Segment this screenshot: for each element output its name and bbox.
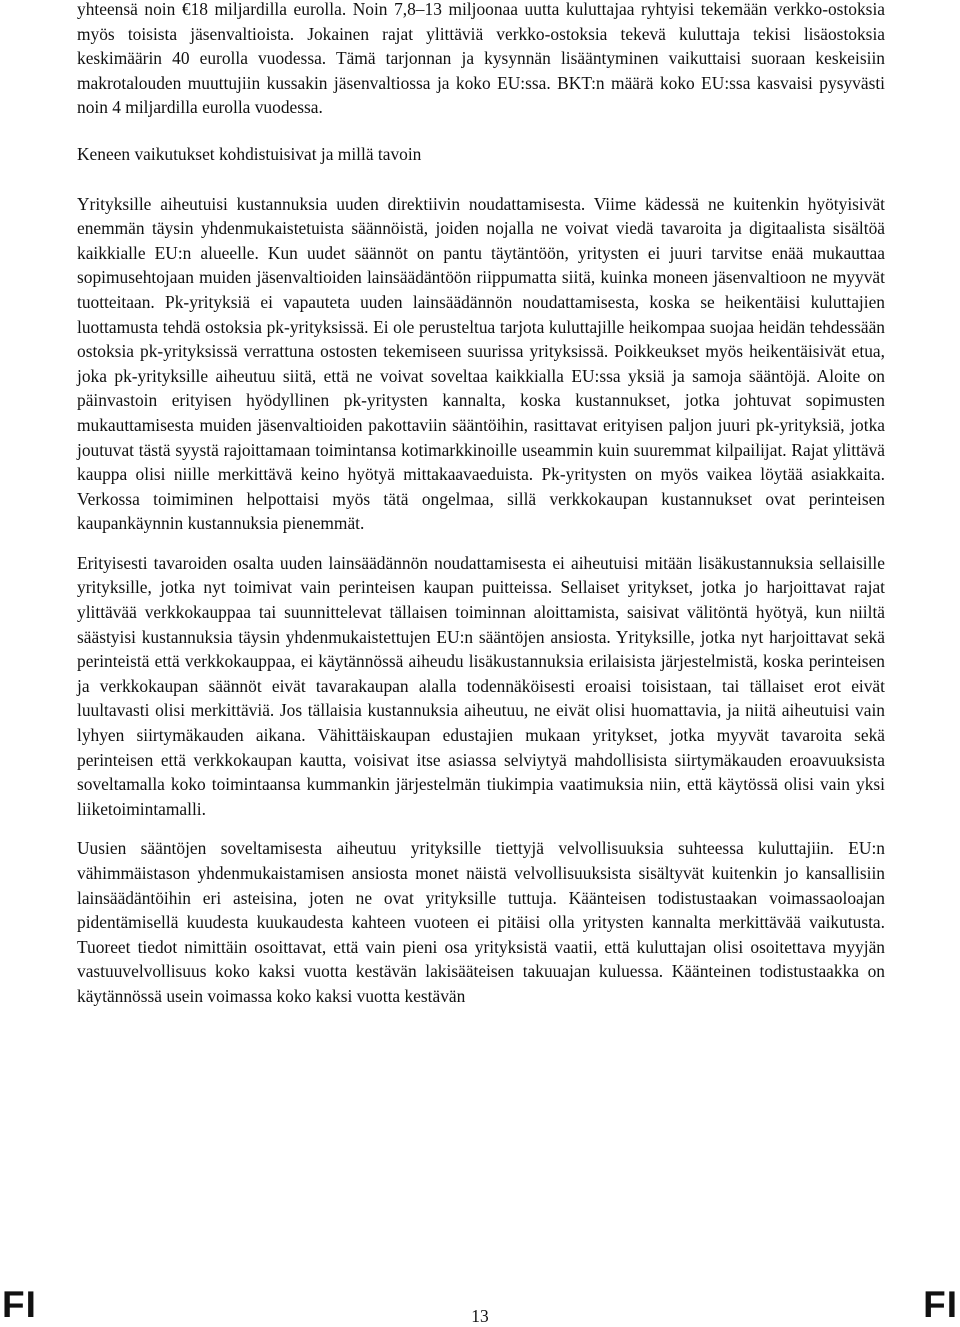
page-number: 13 (471, 1306, 489, 1326)
paragraph-business-costs: Yrityksille aiheutuisi kustannuksia uuden direktiivin noudattamisesta. Viime kädessä ne kuitenkin hyötyisivät enemmän täysin yhdenmukaistetuista säännöistä, joiden nojalla ne voivat viedä tavaroita ja digitaalista sisältöä kaikkialle EU:n alueelle. Kun uudet säännöt on pantu täytäntöön, yritysten ei juuri tarvitse enää mukauttaa sopimusehtojaan muiden jäsenvaltioiden lainsäädäntöön riippumatta siitä, kuinka moneen jäsenvaltioon ne myyvät tuotteitaan. Pk-yrityksiä ei vapauteta uuden lainsäädännön noudattamisesta, koska se heikentäisi kuluttajien luottamusta tehdä ostoksia pk-yrityksissä. Ei ole perusteltua tarjota kuluttajille heikompaa suojaa heidän tehdessään ostoksia pk-yrityksissä verrattuna ostosten tekemiseen suurissa yrityksissä. Poikkeukset myös heikentäisivät etua, joka pk-yrityksille aiheutuu siitä, että ne voivat soveltaa kaikkialla EU:ssa yksiä ja samoja sääntöjä. Aloite on päinvastoin erityisen hyödyllinen pk-yritysten kannalta, koska kustannukset, jotka johtuvat sopimusten mukauttamisesta muiden jäsenvaltioiden pakottaviin sääntöihin, rasittavat erityisen paljon juuri pk-yrityksiä, jotka joutuvat tästä syystä rajoittamaan toimintansa kotimarkkinoille useammin kuin suuremmat kilpailijat. Rajat ylittävä kauppa olisi niille merkittävä keino hyötyä mittakaavaeduista. Pk-yritysten on myös vaikea löytää asiakkaita. Verkossa toimiminen helpottaisi myös tätä ongelmaa, sillä verkkokaupan kustannukset ovat perinteisen kaupankäynnin kustannuksia pienemmät. (77, 193, 885, 534)
section-heading: Keneen vaikutukset kohdistuisivat ja millä tavoin (77, 143, 422, 164)
paragraph-obligations: Uusien sääntöjen soveltamisesta aiheutuu yrityksille tiettyjä velvollisuuksia suhteessa kuluttajiin. EU:n vähimmäistason yhdenmukaistamisen ansiosta monet näistä velvollisuuksista sisältyvät kuitenkin jo kansallisiin lainsäädäntöihin eri asteisina, joten ne ovat yrityksille tuttuja. Käänteisen todistustaakan voimassaoloajan pidentämisellä kuudesta kuukaudesta kahteen vuoteen ei pitäisi olla yritysten kannalta merkittävää vaikutusta. Tuoreet tiedot nimittäin osoittavat, että vain pieni osa yrityksistä vaatii, että kuluttajan olisi osoitettava myyjän vastuuvelvollisuus koko kaksi vuotta kestävän lakisääteisen takuuajan kuluessa. Käänteinen todistustaakka on käytännössä usein voimassa koko kaksi vuotta kestävän (77, 838, 885, 1006)
paragraph-goods-costs: Erityisesti tavaroiden osalta uuden lainsäädännön noudattamisesta ei aiheutuisi mitään lisäkustannuksia sellaisille yrityksille, jotka nyt toimivat vain perinteisen kaupan puitteissa. Sellaiset yritykset, jotka jo harjoittavat rajat ylittävää verkkokauppaa tai suunnittelevat tällaisen toiminnan aloittamista, saisivat välitöntä hyötyä, kun niiltä säästyisi kustannuksia täysin yhdenmukaistettujen EU:n sääntöjen ansiosta. Yrityksille, jotka nyt harjoittavat sekä perinteistä että verkkokauppaa, ei käytännössä aiheudu lisäkustannuksia erilaisista järjestelmistä, koska perinteisen ja verkkokaupan säännöt eivät tavarakaupan alalla todennäköisesti eroaisi toisistaan, tai tällaiset erot eivät luultavasti olisi merkittäviä. Jos tällaisia kustannuksia aiheutuu, ne eivät olisi huomattavia, ja niitä aiheutuisi vain lyhyen siirtymäkauden aikana. Vähittäiskaupan edustajien mukaan yritykset, jotka myyvät tavaroita sekä perinteisen että verkkokaupan kautta, voisivat itse asiassa selviytyä mahdollisista siirtymäkauden eroavuuksista soveltamalla koko toimintaansa kummankin järjestelmän tiukimpia vaatimuksia niin, että käytössä olisi vain yksi liiketoimintamalli. (77, 552, 885, 819)
paragraph-economic-impact: yhteensä noin €18 miljardilla eurolla. Noin 7,8–13 miljoonaa uutta kuluttajaa ryhtyisi tekemään verkko-ostoksia myös toisista jäsenvaltioista. Jokainen rajat ylittäviä verkko-ostoksia tekevä kuluttaja tekisi lisäostoksia keskimäärin 40 eurolla vuodessa. Tämä tarjonnan ja kysynnän lisääntyminen vaikuttaisi suoraan keskeisiin makrotalouden muuttujiin kussakin jäsenvaltiossa ja koko EU:ssa. BKT:n määrä koko EU:ssa kasvaisi pysyvästi noin 4 miljardilla eurolla vuodessa. (77, 0, 885, 118)
footer-language-label-left: FI (2, 1284, 37, 1325)
document-body (77, 0, 885, 1009)
footer-language-label-right: FI (923, 1284, 958, 1325)
